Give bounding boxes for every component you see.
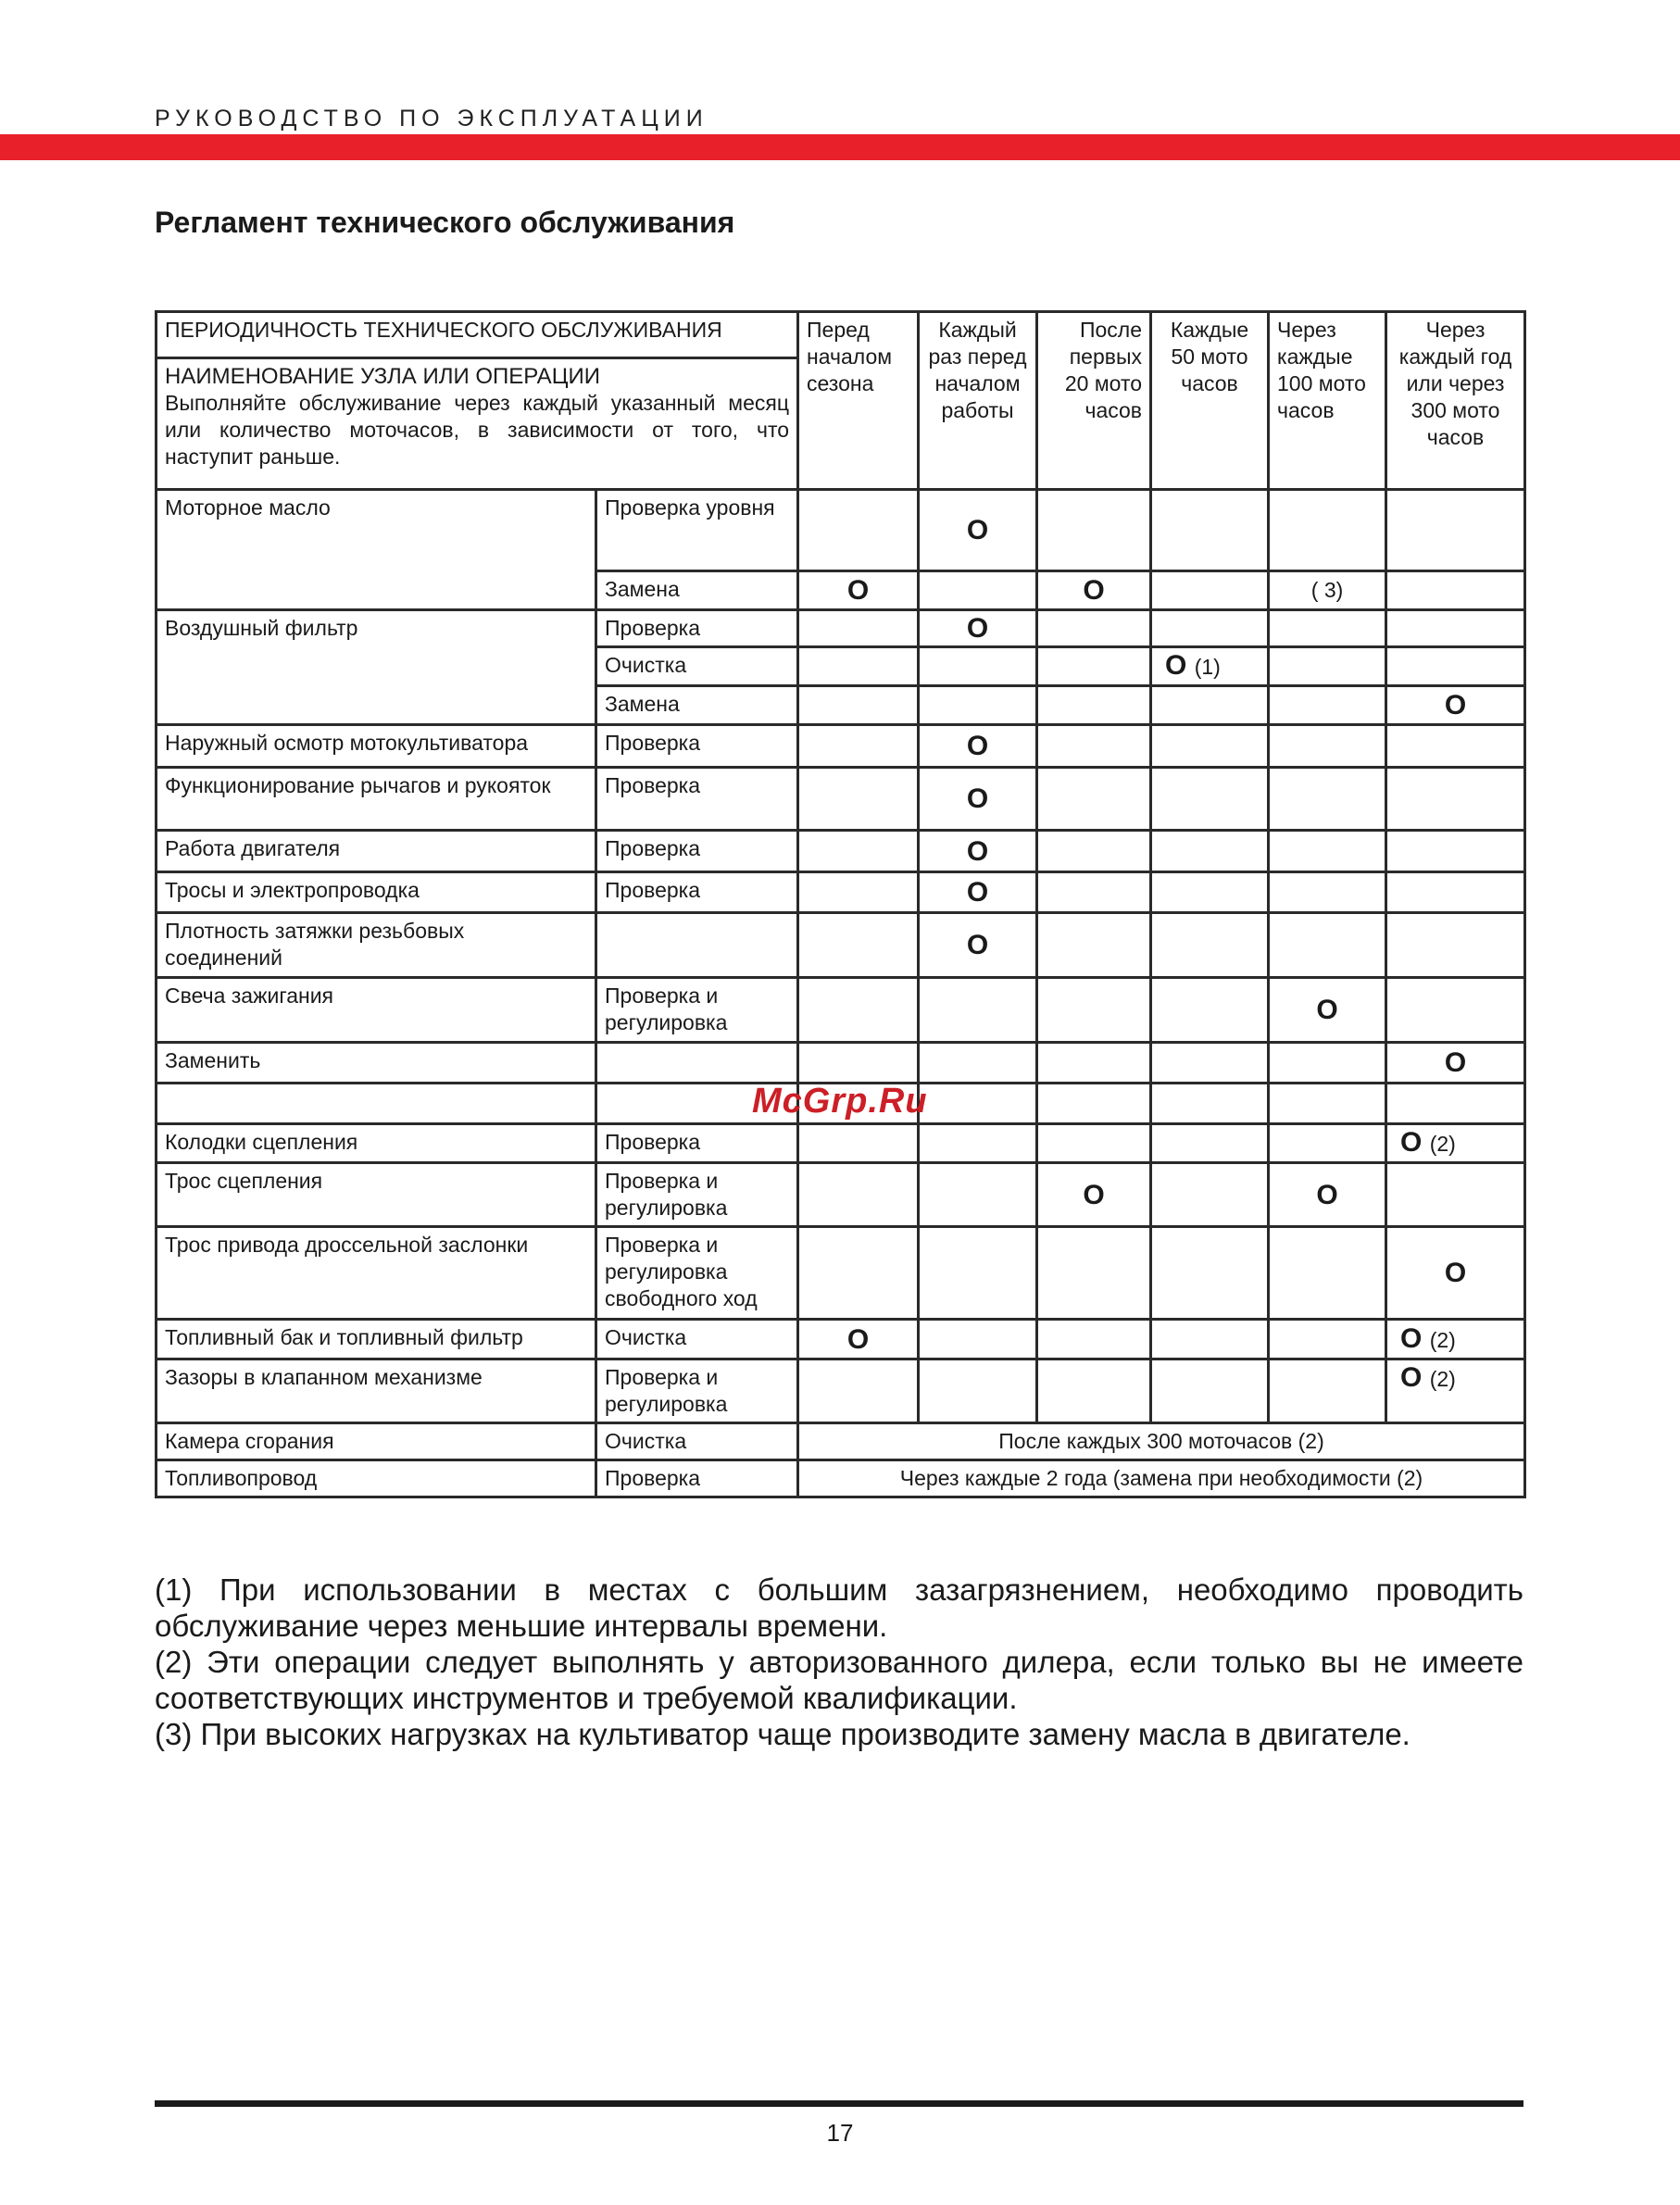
row-name-throttle: Трос привода дроссельной заслонки <box>157 1227 596 1320</box>
watermark: McGrp.Ru <box>752 1082 928 1121</box>
op-throttle: Проверка и регулировка свободного ход <box>596 1227 798 1320</box>
mark: O <box>1386 1227 1525 1320</box>
mark: O <box>1037 1163 1151 1227</box>
footnote-ref-2: (2) <box>1429 1132 1456 1156</box>
op-fuel-line: Проверка <box>596 1460 798 1497</box>
col-before-each-work: Каждый раз перед началом работы <box>919 312 1037 490</box>
mark: O <box>1386 686 1525 725</box>
row-name-levers: Функционирование рычагов и рукояток <box>157 768 596 831</box>
footnote-ref-1: (1) <box>1194 655 1221 679</box>
header-red-band <box>0 134 1680 160</box>
footnote-ref-2: (2) <box>1429 1367 1456 1391</box>
mark: O <box>919 490 1037 571</box>
mark: O <box>1037 571 1151 610</box>
mark: O <box>798 1320 919 1359</box>
maintenance-schedule-table <box>155 310 1526 1498</box>
op-clutch-cable: Проверка и регулировка <box>596 1163 798 1227</box>
footnotes <box>155 1572 1523 1752</box>
op-levers: Проверка <box>596 768 798 831</box>
op-fuel-tank: Очистка <box>596 1320 798 1359</box>
row-name-spark: Свеча зажигания <box>157 978 596 1043</box>
row-name-valves: Зазоры в клапанном механизме <box>157 1359 596 1423</box>
op-oil-check: Проверка уровня <box>596 490 798 571</box>
mark-with-footnote <box>1151 647 1269 686</box>
row-name-threads: Плотность затяжки резьбовых соединений <box>157 913 596 978</box>
op-oil-replace: Замена <box>596 571 798 610</box>
item-header-cell <box>157 358 798 490</box>
mark-with-footnote <box>1386 1359 1525 1423</box>
page-title: Регламент технического обслуживания <box>155 206 735 239</box>
op-spark: Проверка и регулировка <box>596 978 798 1043</box>
mark: O <box>798 571 919 610</box>
footnote-1: (1) При использовании в местах с большим зазагрязнением, необходимо проводить обслуживание через меньшие интервалы времени. <box>155 1572 1523 1643</box>
mark: O <box>1400 1127 1423 1158</box>
mark: O <box>1165 650 1187 681</box>
footnote-3: (3) При высоких нагрузках на культиватор чаще производите замену масла в двигателе. <box>155 1717 1410 1751</box>
mark: O <box>1386 1043 1525 1084</box>
col-every-100h: Через каждые 100 мото часов <box>1269 312 1386 490</box>
mark: O <box>919 831 1037 872</box>
mark: O <box>919 725 1037 768</box>
col-before-season: Перед началом сезона <box>798 312 919 490</box>
op-air-clean: Очистка <box>596 647 798 686</box>
op-clutch-pads: Проверка <box>596 1124 798 1163</box>
mark: O <box>919 913 1037 978</box>
col-after-first-20h: После первых 20 мото часов <box>1037 312 1151 490</box>
footnote-ref-3: ( 3) <box>1269 571 1386 610</box>
row-name-air: Воздушный фильтр <box>157 610 596 725</box>
row-name-clutch-pads: Колодки сцепления <box>157 1124 596 1163</box>
row-name-fuel-line: Топливопровод <box>157 1460 596 1497</box>
op-chamber: Очистка <box>596 1423 798 1460</box>
mark: O <box>919 872 1037 913</box>
mark-with-footnote <box>1386 1124 1525 1163</box>
row-name-fuel-tank: Топливный бак и топливный фильтр <box>157 1320 596 1359</box>
chamber-interval-note: После каждых 300 моточасов (2) <box>798 1423 1525 1460</box>
op-ext: Проверка <box>596 725 798 768</box>
running-header: РУКОВОДСТВО ПО ЭКСПЛУАТАЦИИ <box>155 106 708 132</box>
mark: O <box>1400 1362 1423 1393</box>
row-name-oil: Моторное масло <box>157 490 596 610</box>
op-valves: Проверка и регулировка <box>596 1359 798 1423</box>
item-header: НАИМЕНОВАНИЕ УЗЛА ИЛИ ОПЕРАЦИИ <box>165 364 600 389</box>
bottom-rule <box>155 2100 1523 2107</box>
mark: O <box>919 610 1037 647</box>
mark-with-footnote <box>1386 1320 1525 1359</box>
mark: O <box>1400 1322 1423 1354</box>
periodicity-header: ПЕРИОДИЧНОСТЬ ТЕХНИЧЕСКОГО ОБСЛУЖИВАНИЯ <box>157 312 798 358</box>
op-cables: Проверка <box>596 872 798 913</box>
mark: O <box>919 768 1037 831</box>
row-name-chamber: Камера сгорания <box>157 1423 596 1460</box>
fuel-line-interval-note: Через каждые 2 года (замена при необходимости (2) <box>798 1460 1525 1497</box>
row-name-ext: Наружный осмотр мотокультиватора <box>157 725 596 768</box>
op-air-replace: Замена <box>596 686 798 725</box>
op-engine: Проверка <box>596 831 798 872</box>
col-every-50h: Каждые 50 мото часов <box>1151 312 1269 490</box>
page-number: 17 <box>826 2119 854 2147</box>
footnote-ref-2: (2) <box>1429 1327 1456 1352</box>
mark: O <box>1269 1163 1386 1227</box>
op-air-check: Проверка <box>596 610 798 647</box>
footnote-2: (2) Эти операции следует выполнять у авторизованного дилера, если только вы не имеете соответствующих инструментов и требуемой квалификации. <box>155 1645 1523 1715</box>
row-name-engine: Работа двигателя <box>157 831 596 872</box>
row-name-clutch-cable: Трос сцепления <box>157 1163 596 1227</box>
row-name-cables: Тросы и электропроводка <box>157 872 596 913</box>
mark: O <box>1269 978 1386 1043</box>
col-yearly-300h: Через каждый год или через 300 мото часов <box>1386 312 1525 490</box>
row-name-replace: Заменить <box>157 1043 596 1084</box>
item-note: Выполняйте обслуживание через каждый указанный месяц или количество моточасов, в зависимости от того, что наступит раньше. <box>165 391 790 469</box>
